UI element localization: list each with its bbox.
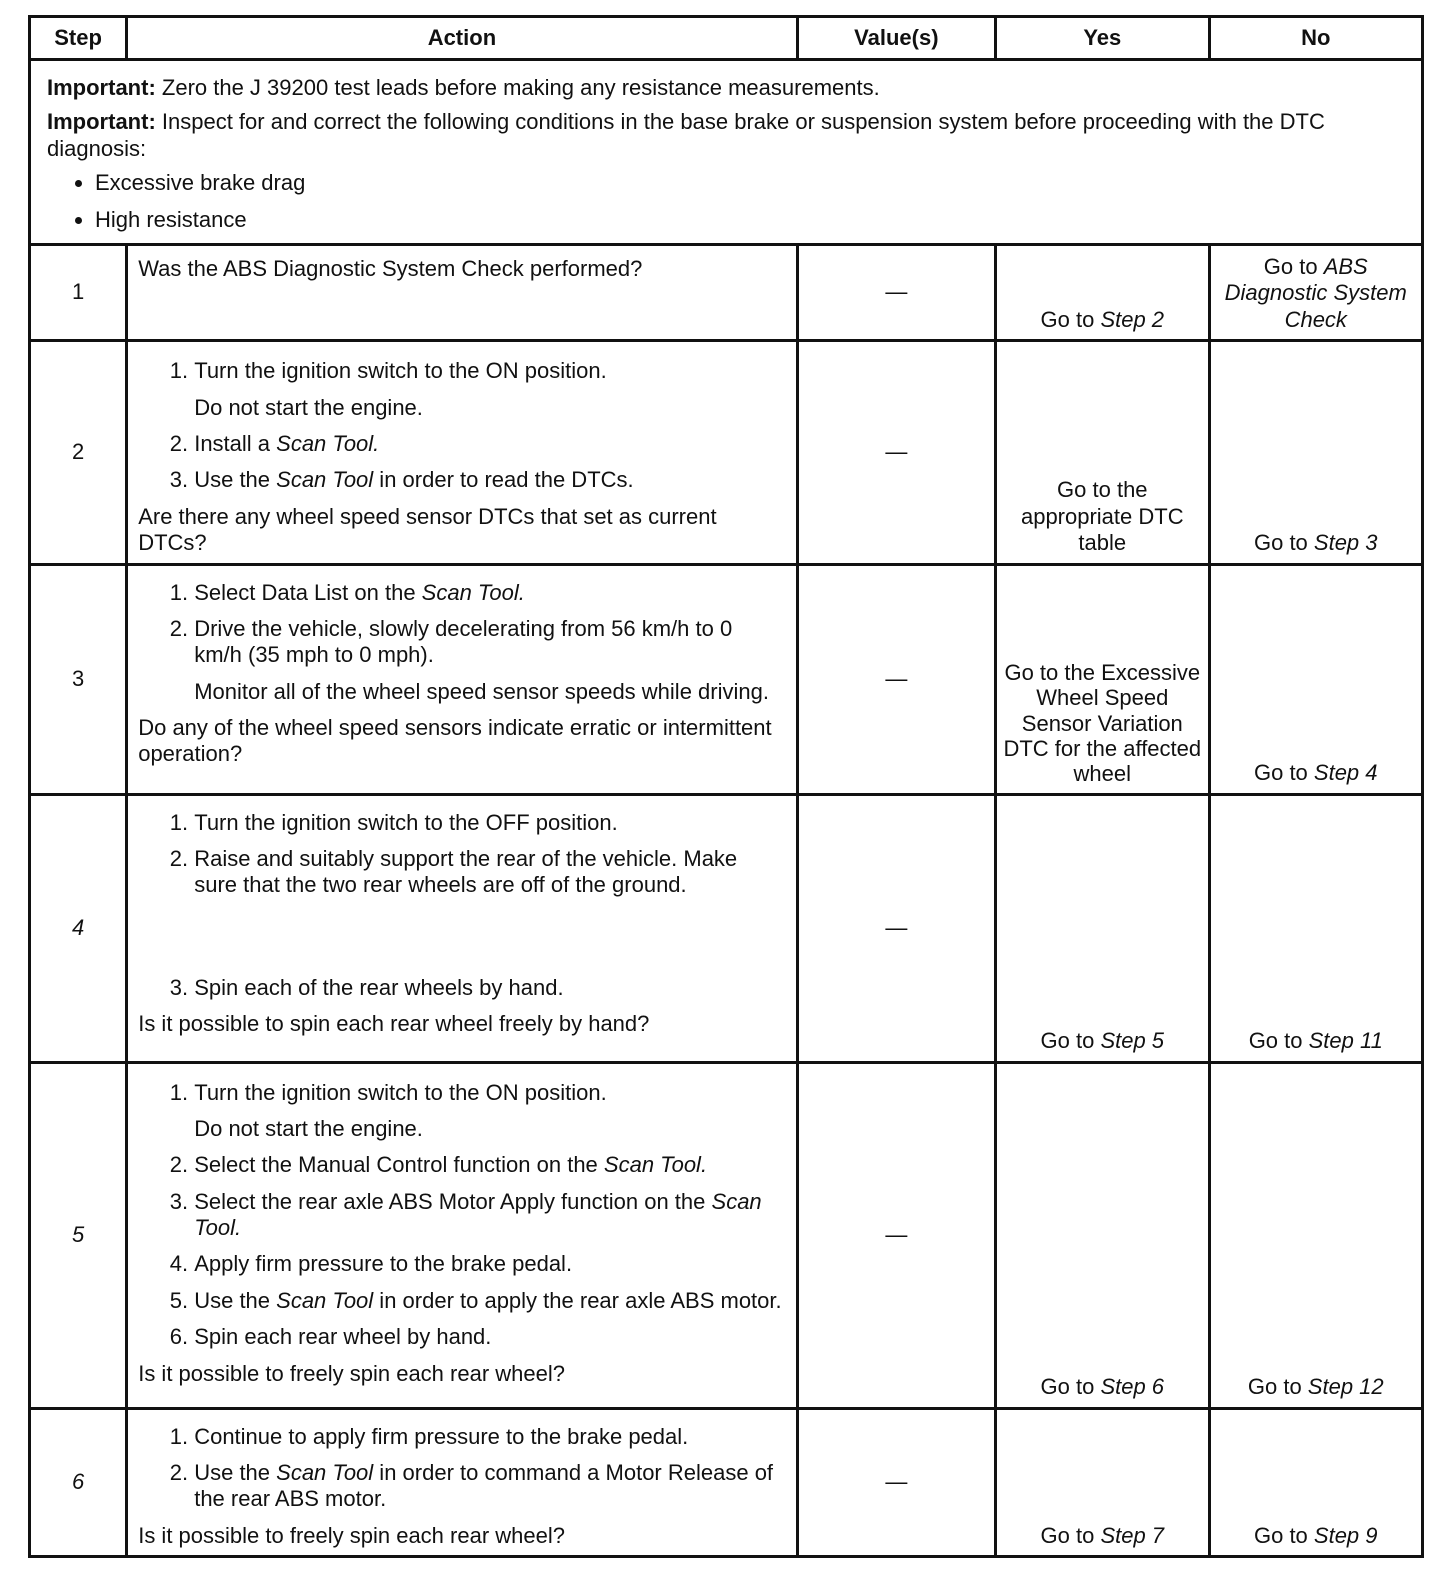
step-question: Is it possible to freely spin each rear wheel?: [138, 1522, 565, 1548]
no-cell: Go to Step 9: [1209, 1408, 1422, 1557]
no-cell: Go to Step 4: [1209, 564, 1422, 794]
header-values: Value(s): [797, 17, 995, 60]
action-steps: [138, 1080, 785, 1351]
step-number: 5: [30, 1062, 127, 1408]
list-item: 5. Use the Scan Tool in order to apply the rear axle ABS motor.: [194, 1288, 785, 1314]
list-item: 3. Select the rear axle ABS Motor Apply function on the Scan Tool.: [194, 1189, 785, 1242]
list-item: 2. Select the Manual Control function on the Scan Tool.: [194, 1152, 785, 1178]
action-cell: [127, 1062, 797, 1408]
no-cell: Go to Step 12: [1209, 1062, 1422, 1408]
table-row: [30, 341, 1423, 564]
action-steps: [138, 358, 785, 494]
important-notes: [30, 60, 1423, 245]
important-label: Important:: [47, 75, 156, 100]
table-header-row: [30, 17, 1423, 60]
diagnostic-table: [28, 15, 1424, 1558]
header-yes: Yes: [996, 17, 1209, 60]
table-row: [30, 794, 1423, 1062]
important-line-2: Inspect for and correct the following conditions in the base brake or suspension system before proceeding with the DTC diagnosis:: [47, 109, 1325, 161]
step-question: Do any of the wheel speed sensors indicate erratic or intermittent operation?: [138, 715, 772, 767]
yes-cell: Go to Step 7: [996, 1408, 1209, 1557]
step-number: 4: [30, 794, 127, 1062]
conditions-list: [47, 170, 1405, 233]
list-item: 1. Continue to apply firm pressure to the brake pedal.: [194, 1424, 785, 1450]
step-number: 2: [30, 341, 127, 564]
list-item: • High resistance: [95, 207, 1405, 233]
list-item: • Excessive brake drag: [95, 170, 1405, 196]
action-steps: [138, 1424, 785, 1513]
list-item: 2. Raise and suitably support the rear of the vehicle. Make sure that the two rear wheels are off of the ground.: [194, 846, 785, 899]
important-notes-row: [30, 60, 1423, 245]
action-steps: [138, 580, 785, 706]
important-line-1: Zero the J 39200 test leads before making any resistance measurements.: [161, 75, 880, 100]
yes-cell: Go to the appropriate DTC table: [996, 341, 1209, 564]
header-step: Step: [30, 17, 127, 60]
step-number: 3: [30, 564, 127, 794]
value-cell: —: [797, 794, 995, 1062]
action-cell: [127, 341, 797, 564]
yes-cell: Go to Step 6: [996, 1062, 1209, 1408]
action-steps: [138, 810, 785, 1002]
value-cell: —: [797, 341, 995, 564]
table-row: [30, 1408, 1423, 1557]
value-cell: —: [797, 564, 995, 794]
value-cell: —: [797, 245, 995, 341]
step-number: 1: [30, 245, 127, 341]
list-item: 4. Apply firm pressure to the brake pedal.: [194, 1251, 785, 1277]
no-cell: Go to ABS Diagnostic System Check: [1209, 245, 1422, 341]
list-item: 3. Use the Scan Tool in order to read the DTCs.: [194, 467, 785, 493]
list-item: 2. Drive the vehicle, slowly decelerating from 56 km/h to 0 km/h (35 mph to 0 mph). Monitor all of the wheel speed sensor speeds while driving.: [194, 616, 785, 705]
step-number: 6: [30, 1408, 127, 1557]
no-cell: Go to Step 11: [1209, 794, 1422, 1062]
step-question: Is it possible to spin each rear wheel freely by hand?: [138, 1011, 650, 1037]
list-item: 2. Use the Scan Tool in order to command a Motor Release of the rear ABS motor.: [194, 1460, 785, 1513]
yes-cell: Go to Step 2: [996, 245, 1209, 341]
table-row: [30, 1062, 1423, 1408]
list-item: 3. Spin each of the rear wheels by hand.: [194, 975, 785, 1001]
value-cell: —: [797, 1408, 995, 1557]
list-item: 1. Turn the ignition switch to the ON position. Do not start the engine.: [194, 1080, 785, 1143]
step-question: Are there any wheel speed sensor DTCs that set as current DTCs?: [138, 503, 717, 556]
action-cell: [127, 1408, 797, 1557]
action-cell: [127, 245, 797, 341]
list-item: 6. Spin each rear wheel by hand.: [194, 1324, 785, 1350]
step-question: Is it possible to freely spin each rear wheel?: [138, 1360, 565, 1386]
header-action: Action: [127, 17, 797, 60]
yes-cell: Go to Step 5: [996, 794, 1209, 1062]
no-cell: Go to Step 3: [1209, 341, 1422, 564]
step-question: Was the ABS Diagnostic System Check performed?: [138, 256, 643, 281]
table-row: [30, 564, 1423, 794]
yes-cell: Go to the Excessive Wheel Speed Sensor Variation DTC for the affected wheel: [996, 564, 1209, 794]
important-label: Important:: [47, 109, 156, 135]
header-no: No: [1209, 17, 1422, 60]
action-cell: [127, 794, 797, 1062]
action-cell: [127, 564, 797, 794]
value-cell: —: [797, 1062, 995, 1408]
table-row: [30, 245, 1423, 341]
list-item: 1. Turn the ignition switch to the OFF position.: [194, 810, 785, 836]
list-item: 2. Install a Scan Tool.: [194, 431, 785, 457]
list-item: 1. Turn the ignition switch to the ON position. Do not start the engine.: [194, 358, 785, 421]
list-item: 1. Select Data List on the Scan Tool.: [194, 580, 785, 606]
